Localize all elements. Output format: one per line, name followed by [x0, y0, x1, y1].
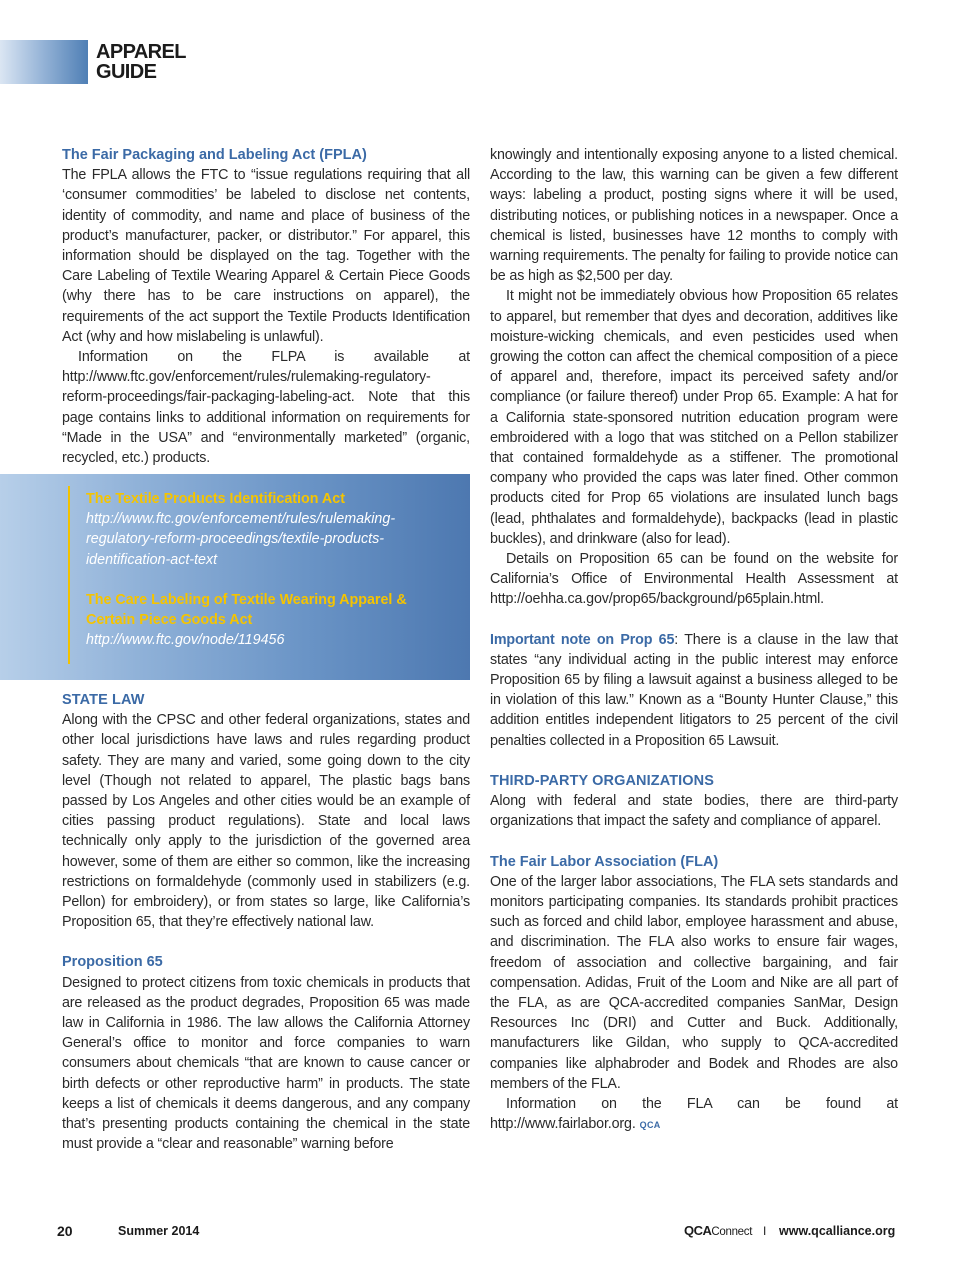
end-mark: QCA [639, 1120, 661, 1131]
state-law-heading: STATE LAW [62, 692, 145, 708]
left-column-lower [62, 690, 470, 1154]
important-note-label: Important note on Prop 65 [490, 631, 675, 648]
section-label [96, 42, 186, 82]
section-label-line1: APPAREL [96, 41, 186, 63]
third-party-heading: THIRD-PARTY ORGANIZATIONS [490, 772, 715, 789]
important-note-paragraph [490, 630, 898, 751]
sidebar-content [86, 489, 446, 650]
third-party-paragraph: Along with federal and state bodies, there are third-party organizations that impact the safety and compliance of apparel. [490, 793, 898, 830]
footer-separator: I [763, 1224, 767, 1238]
sidebar-accent-rule [68, 486, 70, 664]
prop65-details-paragraph: Details on Proposition 65 can be found on the website for California’s Office of Environmental Health Assessment at http://oehha.ca.gov/prop65/background/p65plain.html. [490, 551, 898, 608]
fpla-heading: The Fair Packaging and Labeling Act (FPLA) [62, 147, 367, 163]
important-note-text: : There is a clause in the law that states “any individual acting in the public interest may enforce Proposition 65 by filing a lawsuit against a business alleged to be in violation of this law.” Known as a “Bounty Hunter Clause,” this addition entitles independent litigators to 25 percent of the civil penalties collected in a Proposition 65 Lawsuit. [490, 631, 898, 749]
fpla-paragraph-2: Information on the FLPA is available at http://www.ftc.gov/enforcement/rules/rulemaking-regulatory-reform-proceedings/fair-packaging-labeling-act. Note that this page contains links to additional information on requirements for “Made in the USA” and “environmentally marketed” (organic, recycled, etc.) products. [62, 349, 470, 467]
section-label-line2: GUIDE [96, 61, 157, 83]
page-footer [0, 1223, 960, 1243]
brand-bold: QCA [684, 1223, 712, 1238]
sidebar-item-link[interactable]: http://www.ftc.gov/node/119456 [86, 632, 285, 649]
prop65-paragraph: Designed to protect citizens from toxic chemicals in products that are released as the product degrades, Proposition 65 was made law in California in 1986. The law allows the California Attorney General’s office to monitor and force companies to warn consumers about chemicals “that are known to cause cancer or birth defects or other reproductive harm” in products. The state keeps a list of chemicals it deems dangerous, and any company that’s presenting products containing the chemical in the state must provide a “clear and reasonable” warning before [62, 974, 470, 1153]
prop65-heading: Proposition 65 [62, 954, 163, 971]
sidebar-item-title: The Care Labeling of Textile Wearing Apparel & Certain Piece Goods Act [86, 591, 407, 629]
publication-brand [684, 1223, 752, 1238]
fla-heading: The Fair Labor Association (FLA) [490, 853, 719, 870]
fla-paragraph-2-text: Information on the FLA can be found at http://www.fairlabor.org. [490, 1095, 898, 1133]
prop65-apparel-paragraph: It might not be immediately obvious how Proposition 65 relates to apparel, but remember that dyes and decoration, additives like moisture-wicking chemicals, and even pesticides used when growing the cotton can affect the chemical composition of a piece of apparel and, therefore, impact its perceived safety and/or compliance (or failure thereof) under Prop 65. Example: A hat for a California state-sponsored nutrition education program were embroidered with a logo that was stitched on a Pellon stabilizer that contained formaldehyde as a stiffener. The promotional company who provided the caps was later fined. Other common products cited for Prop 65 violations are insulated lunch bags (lead, phthalates and formaldehyde), backpacks (lead in plastic buckles), and drinkware (also for lead). [490, 288, 898, 547]
fpla-paragraph-1: The FPLA allows the FTC to “issue regulations requiring that all ‘consumer commodities’ be labeled to disclose net contents, identity of commodity, and name and place of business of the product’s manufacturer, packer, or distributor.” For apparel, this information should be displayed on the tag. Together with the Care Labeling of Textile Wearing Apparel & Certain Piece Goods (why there has to be care instructions on apparel), the requirements of the act support the Textile Products Identification Act (why and how mislabeling is unlawful). [62, 167, 470, 345]
website-link[interactable]: www.qcalliance.org [779, 1224, 896, 1238]
sidebar-item-title: The Textile Products Identification Act [86, 491, 345, 507]
state-law-paragraph: Along with the CPSC and other federal organizations, states and other local jurisdictions have laws and rules regarding product safety. They are many and varied, some going down to the city level (Though not related to apparel, The plastic bags bans passed by Los Angeles and other cities would be an example of cities passing product regulations). State and local laws technically only apply to the jurisdiction of the governed area however, some of them are either so common, like the increasing restrictions on formaldehyde (commonly used in stabilizers (e.g. Pellon) for embroidery), or from states so large, like California’s Proposition 65, that they’re effectively national law. [62, 712, 470, 931]
page-number: 20 [57, 1223, 73, 1239]
issue-date: Summer 2014 [118, 1224, 200, 1238]
brand-connect: Connect [711, 1226, 753, 1238]
prop65-continued-paragraph: knowingly and intentionally exposing anyone to a listed chemical. According to the law, this warning can be given a few different ways: labeling a product, posting signs where it will be used, distributing notices, or publishing notices in a newspaper. Once a chemical is listed, businesses have 12 months to comply with warning requirements. The penalty for failing to provide notice can be as high as $2,500 per day. [490, 147, 898, 285]
right-column [490, 145, 898, 1135]
left-column [62, 145, 470, 468]
fla-paragraph-1: One of the larger labor associations, The FLA sets standards and monitors participating companies. Its standards prohibit practices such as forced and child labor, employee harassment and abuse, and discrimination. The FLA also works to ensure fair wages, freedom of association and collective bargaining, and fair compensation. Adidas, Fruit of the Loom and Nike are all part of the FLA, as are QCA-accredited companies SanMar, Design Resources Inc (DRI) and Cutter and Buck. Additionally, manufacturers like Gildan, who supply to QCA-accredited companies like alphabroder and Bodek and Rhodes are also members of the FLA. [490, 873, 898, 1092]
guide-color-tab [0, 40, 88, 84]
sidebar-item-link[interactable]: http://www.ftc.gov/enforcement/rules/rulemaking-regulatory-reform-proceedings/textile-products-identification-act-text [86, 511, 396, 568]
fla-paragraph-2 [490, 1094, 898, 1135]
